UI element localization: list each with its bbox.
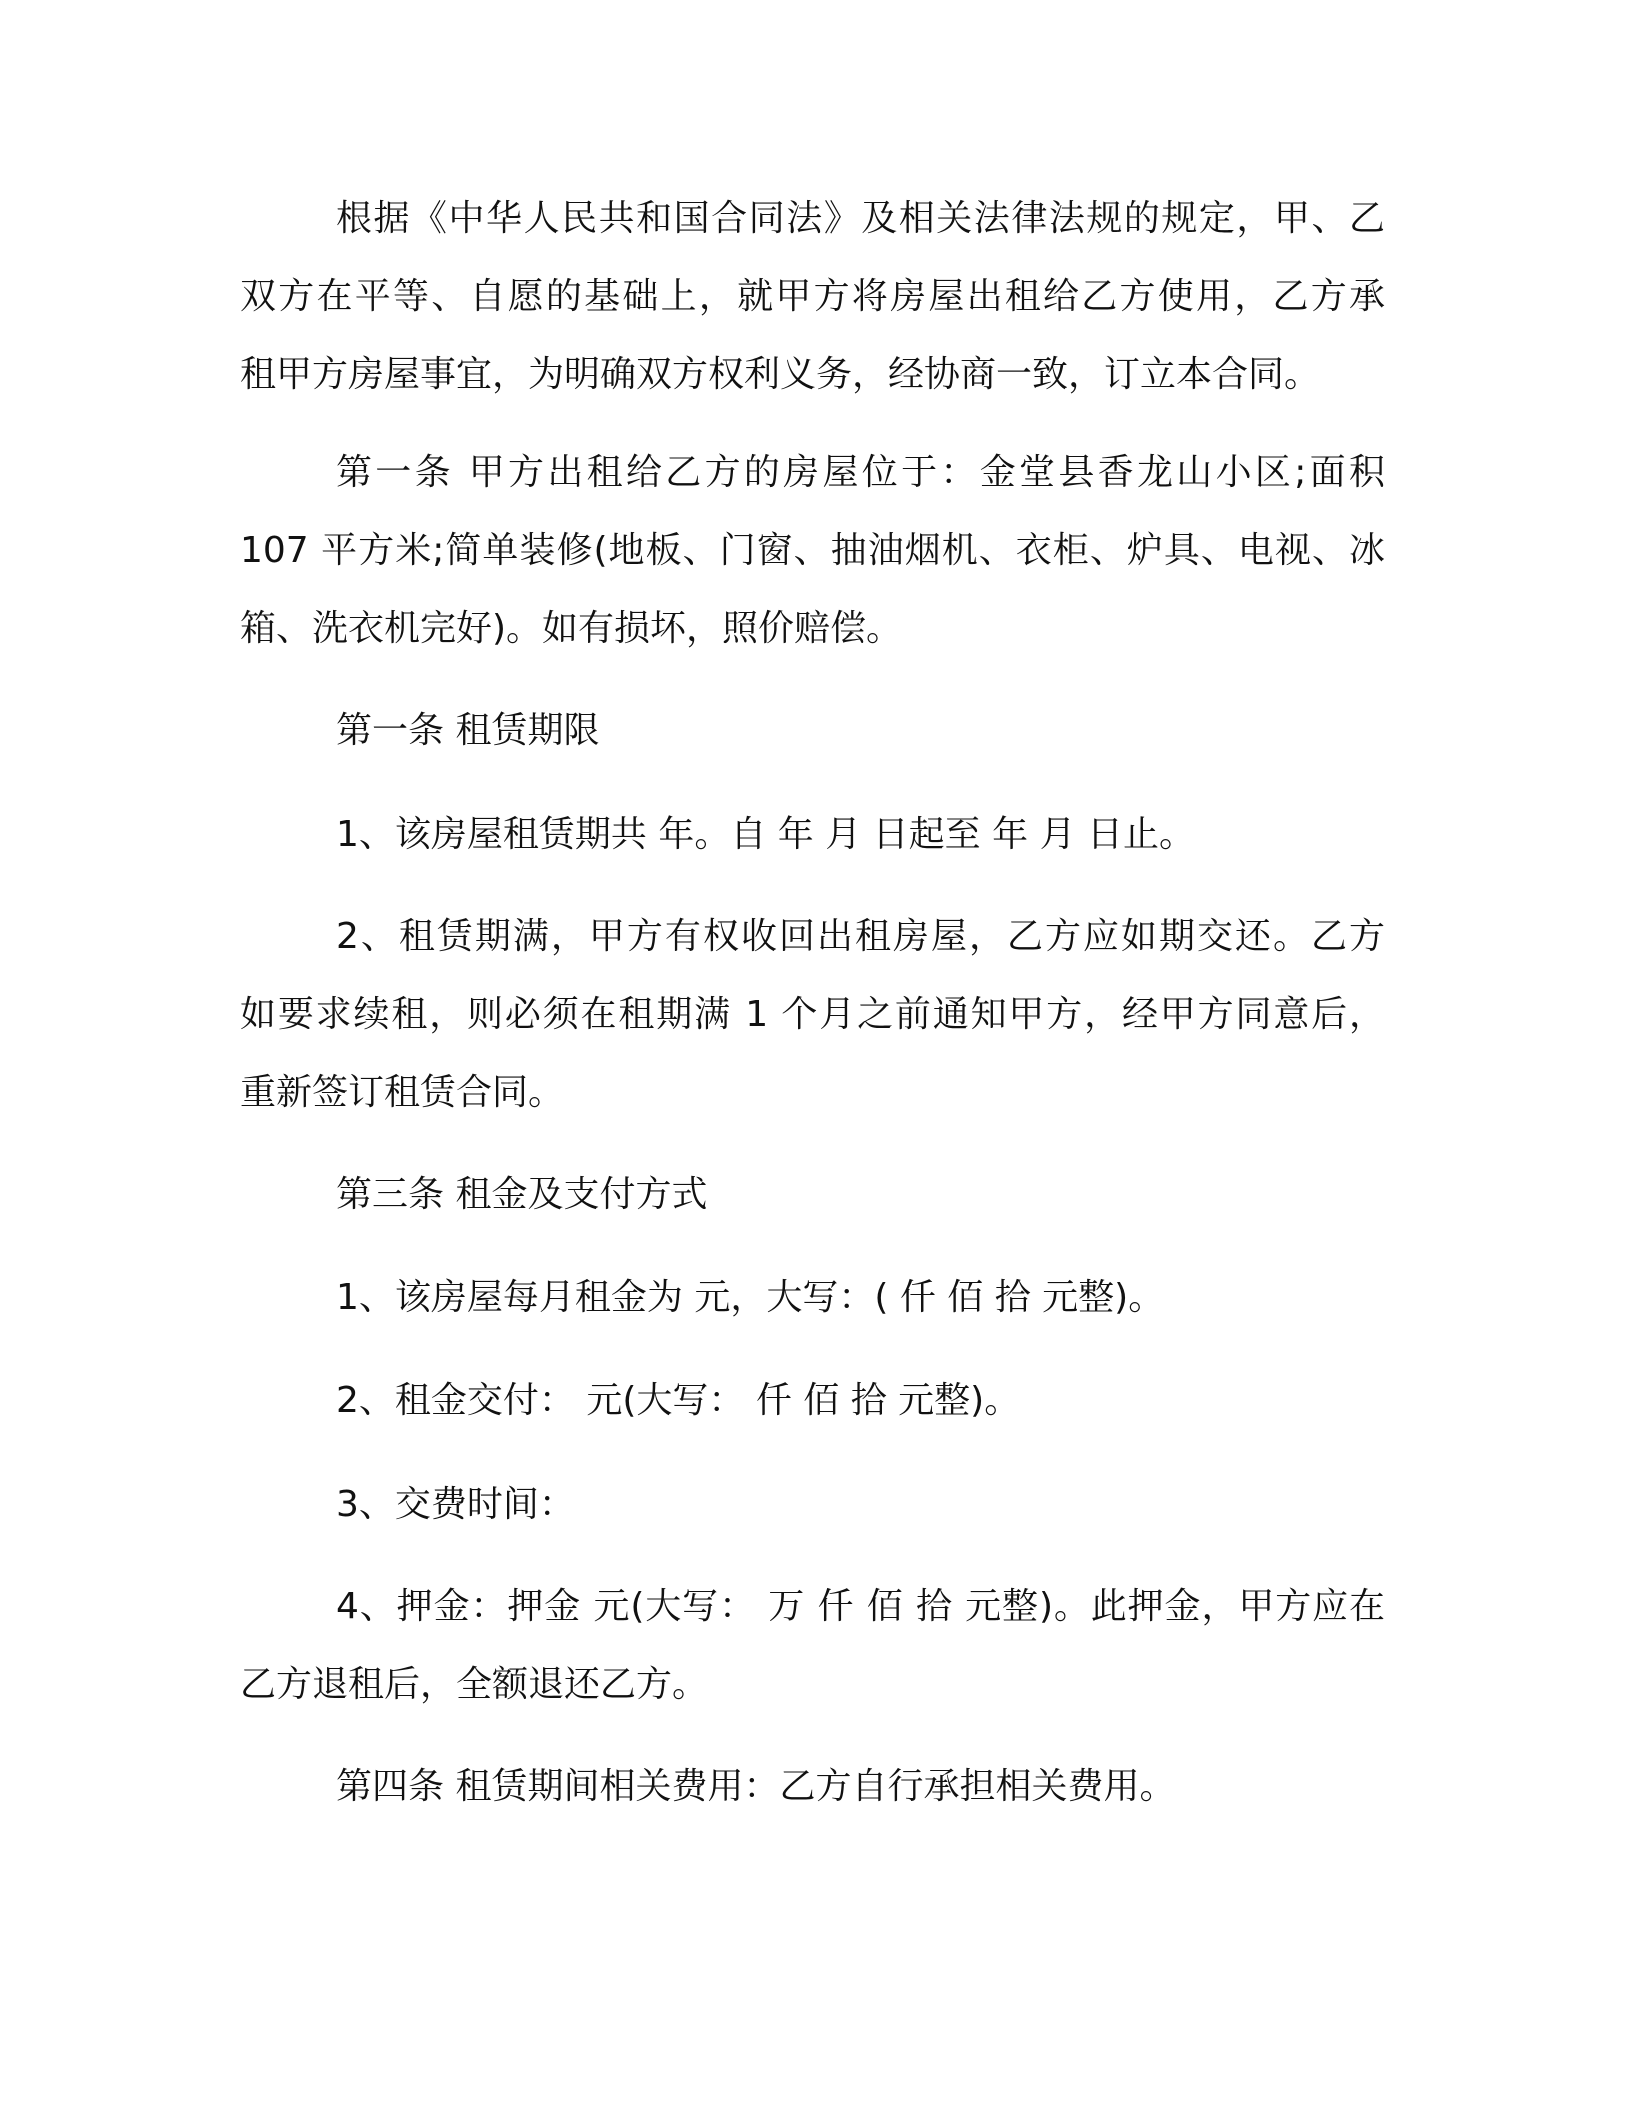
rent-clause-2 (240, 1362, 1385, 1440)
text-line: 如要求续租，则必须在租期满 1 个月之前通知甲方，经甲方同意后， (240, 994, 1385, 1035)
term-clause-1 (240, 796, 1385, 874)
text-line: 2、租金交付： 元(大写： 仟 佰 拾 元整)。 (336, 1380, 1021, 1421)
rent-clause-3 (240, 1466, 1385, 1544)
term-clause-2 (240, 898, 1385, 1132)
text-line: 重新签订租赁合同。 (240, 1072, 565, 1113)
text-line: 乙方退租后，全额退还乙方。 (240, 1664, 709, 1705)
article-expenses-paragraph (240, 1748, 1385, 1826)
article-premises-paragraph (240, 434, 1385, 668)
text-line: 1、该房屋租赁期共 年。自 年 月 日起至 年 月 日止。 (336, 814, 1196, 855)
text-line: 双方在平等、自愿的基础上，就甲方将房屋出租给乙方使用，乙方承 (240, 276, 1385, 317)
text-line: 第一条 甲方出租给乙方的房屋位于：金堂县香龙山小区;面积 (336, 452, 1385, 493)
text-line: 根据《中华人民共和国合同法》及相关法律法规的规定，甲、乙 (336, 198, 1385, 239)
text-line: 107 平方米;简单装修(地板、门窗、抽油烟机、衣柜、炉具、电视、冰 (240, 530, 1385, 571)
text-line: 2、租赁期满，甲方有权收回出租房屋，乙方应如期交还。乙方 (336, 916, 1385, 957)
article-term-heading (240, 692, 1385, 770)
text-line: 1、该房屋每月租金为 元，大写：( 仟 佰 拾 元整)。 (336, 1277, 1165, 1318)
text-line: 租甲方房屋事宜，为明确双方权利义务，经协商一致，订立本合同。 (240, 354, 1321, 395)
text-line: 箱、洗衣机完好)。如有损坏，照价赔偿。 (240, 608, 903, 649)
rent-clause-4 (240, 1568, 1385, 1724)
text-line: 3、交费时间： (336, 1484, 575, 1525)
text-line: 4、押金：押金 元(大写： 万 仟 佰 拾 元整)。此押金，甲方应在 (336, 1586, 1385, 1627)
rent-clause-1 (240, 1259, 1385, 1337)
text-line: 第三条 租金及支付方式 (336, 1174, 708, 1215)
article-rent-heading (240, 1156, 1385, 1234)
intro-paragraph (240, 180, 1385, 414)
text-line: 第一条 租赁期限 (336, 710, 600, 751)
text-line: 第四条 租赁期间相关费用：乙方自行承担相关费用。 (336, 1766, 1176, 1807)
